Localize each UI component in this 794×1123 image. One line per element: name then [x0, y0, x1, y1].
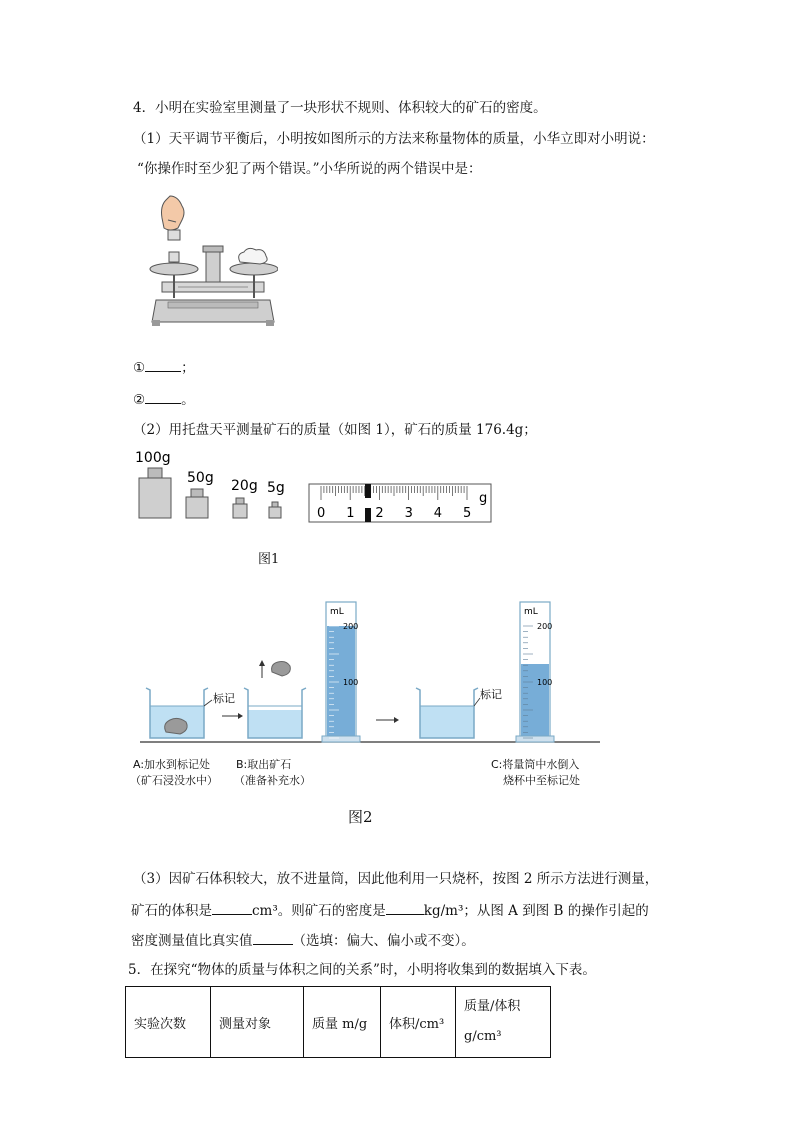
header-ratio-unit: g/cm³ [464, 1029, 502, 1044]
scale-tick-label: 3 [404, 506, 413, 521]
cyl1-ml: mL [330, 607, 344, 617]
fig2-caption-c2: 烧杯中至标记处 [503, 774, 580, 787]
mark-label-a: 标记 [213, 692, 235, 705]
blank1-suffix: ； [181, 360, 195, 376]
scale-tick-label: 4 [433, 506, 443, 521]
cyl1-100: 100 [343, 678, 359, 687]
fig2-caption-c1: C:将量筒中水倒入 [491, 758, 580, 771]
header-ratio-label: 质量/体积 [464, 999, 521, 1014]
answer-blank-1[interactable] [145, 357, 181, 372]
part3-text-b: cm³。则矿石的密度是 [252, 903, 386, 919]
header-object: 测量对象 [211, 987, 304, 1058]
scale-tick-label: 0 [317, 506, 326, 521]
header-trial: 实验次数 [126, 987, 211, 1058]
q4-part3-line1: （3）因矿石体积较大，放不进量筒，因此他利用一只烧杯，按图 2 所示方法进行测量， [133, 871, 659, 887]
blank2-prefix: ② [133, 392, 146, 408]
blank2-suffix: 。 [181, 392, 195, 408]
answer-blank-2[interactable] [145, 389, 181, 404]
weight-label-5g: 5g [267, 480, 285, 496]
scale-tick-label: 1 [346, 506, 355, 521]
fig2-caption-b1: B:取出矿石 [236, 758, 292, 771]
scale-tick-label: 5 [463, 506, 472, 521]
figure2-overflow-method [140, 598, 610, 748]
figure1-caption: 图1 [258, 552, 280, 567]
table-header-row [126, 987, 551, 1058]
blank1-prefix: ① [133, 360, 146, 376]
mark-label-c: 标记 [480, 688, 502, 701]
cyl2-100: 100 [537, 678, 553, 687]
q4-blank2-line [133, 389, 195, 410]
part3-text-c: kg/m³；从图 A 到图 B 的操作引起的 [423, 903, 649, 919]
q4-blank1-line [133, 357, 195, 378]
fig2-caption-a2: （矿石浸没水中） [130, 774, 218, 787]
data-table [125, 986, 551, 1058]
figure2-caption: 图2 [348, 808, 373, 826]
header-mass: 质量 m/g [304, 987, 381, 1058]
scale-tick-label: 2 [375, 506, 384, 521]
part3-text-d: 密度测量值比真实值 [131, 933, 253, 949]
weight-label-100g: 100g [135, 450, 171, 466]
figure1-weights-scale [135, 446, 495, 526]
q4-part3-line2 [131, 900, 649, 921]
q4-stem: 4．小明在实验室里测量了一块形状不规则、体积较大的矿石的密度。 [133, 100, 547, 116]
header-volume: 体积/cm³ [381, 987, 456, 1058]
fig2-caption-a1: A:加水到标记处 [133, 758, 211, 771]
fig2-caption-b2: （准备补充水） [234, 774, 311, 787]
answer-blank-density[interactable] [386, 900, 424, 915]
weight-label-50g: 50g [187, 470, 214, 486]
scale-unit: g [479, 491, 488, 506]
part3-text-e: （选填：偏大、偏小或不变）。 [292, 933, 475, 949]
answer-blank-bias[interactable] [253, 930, 293, 945]
cyl1-200: 200 [343, 622, 359, 631]
cyl2-ml: mL [524, 607, 538, 617]
header-ratio [456, 987, 551, 1058]
weight-label-20g: 20g [231, 478, 258, 494]
q4-part2: （2）用托盘天平测量矿石的质量（如图 1），矿石的质量 176.4g； [133, 422, 537, 438]
scale-rider [365, 484, 371, 498]
cyl2-200: 200 [537, 622, 553, 631]
q4-part1-line2: “你操作时至少犯了两个错误。”小华所说的两个错误中是： [137, 161, 482, 177]
q5-stem: 5．在探究“物体的质量与体积之间的关系”时，小明将收集到的数据填入下表。 [128, 962, 596, 978]
balance-illustration [148, 192, 278, 337]
q4-part3-line3 [131, 930, 475, 951]
part3-text-a: 矿石的体积是 [131, 903, 212, 919]
answer-blank-volume[interactable] [212, 900, 252, 915]
q4-part1-line1: （1）天平调节平衡后，小明按如图所示的方法来称量物体的质量，小华立即对小明说： [133, 131, 655, 147]
